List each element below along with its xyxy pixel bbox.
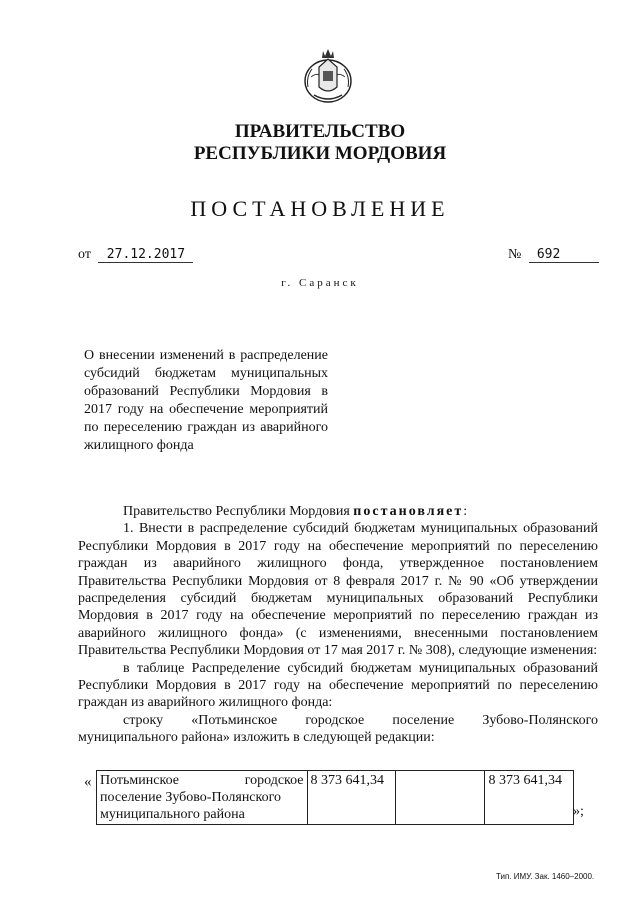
government-title-line2: РЕСПУБЛИКИ МОРДОВИЯ	[193, 143, 447, 164]
document-number: 692	[529, 247, 599, 263]
government-title-line1: ПРАВИТЕЛЬСТВО	[234, 121, 406, 142]
municipality-name-line2: поселение Зубово-Полянского	[100, 790, 282, 805]
amount-cell-2	[395, 771, 485, 825]
date-prefix: от	[78, 247, 91, 262]
intro-decree-word: постановляет	[353, 504, 464, 519]
table-row	[97, 771, 574, 825]
date-block	[78, 247, 193, 263]
print-footer: Тип. ИМУ. Зак. 1460–2000.	[496, 872, 595, 881]
municipality-cell	[97, 771, 308, 825]
table-open-quote: «	[84, 774, 92, 790]
intro-colon: :	[463, 504, 468, 519]
document-type: ПОСТАНОВЛЕНИЕ	[190, 196, 450, 221]
municipality-name-line1: Потьминское городское	[100, 773, 304, 788]
document-body	[78, 503, 598, 747]
paragraph-1: 1. Внести в распределение субсидий бюджетам муниципальных образований Республики Мордовия в 2017 году на обеспечение мероприятий по переселению граждан из аварийного жилищного фонда, утвержденное постановлением Правительства Республики Мордовия от 8 февраля 2017 г. № 90 «Об утверждении распределения субсидий бюджетам муниципальных образований Республики Мордовия в 2017 году на обеспечение мероприятий по переселению граждан из аварийного жилищного фонда» (с изменениями, внесенными постановлением Правительства Республики Мордовия от 17 мая 2017 г. № 308), следующие изменения:	[78, 521, 598, 659]
amount-cell-3: 8 373 641,34	[485, 771, 574, 825]
intro-text: Правительство Республики Мордовия	[123, 504, 350, 519]
paragraph-3: строку «Потьминское городское поселение Зубово-Полянского муниципального района» изложить в следующей редакции:	[78, 712, 598, 746]
municipality-name-line3: муниципального района	[100, 807, 245, 822]
amount-cell-1: 8 373 641,34	[307, 771, 395, 825]
document-subject: О внесении изменений в распределение субсидий бюджетам муниципальных образований Республики Мордовия в 2017 году на обеспечение мероприятий по переселению граждан из аварийного жилищного фонда	[84, 348, 328, 453]
number-prefix: №	[508, 247, 522, 262]
table-close-quote: »;	[573, 804, 584, 819]
replacement-table	[96, 770, 574, 825]
city: г. Саранск	[281, 277, 359, 289]
paragraph-2: в таблице Распределение субсидий бюджетам муниципальных образований Республики Мордовия в 2017 году на обеспечение мероприятий по переселению граждан из аварийного жилищного фонда:	[78, 660, 598, 711]
coat-of-arms-icon	[302, 47, 354, 103]
number-block	[508, 247, 599, 263]
document-date: 27.12.2017	[98, 247, 193, 263]
intro-paragraph	[78, 503, 598, 520]
